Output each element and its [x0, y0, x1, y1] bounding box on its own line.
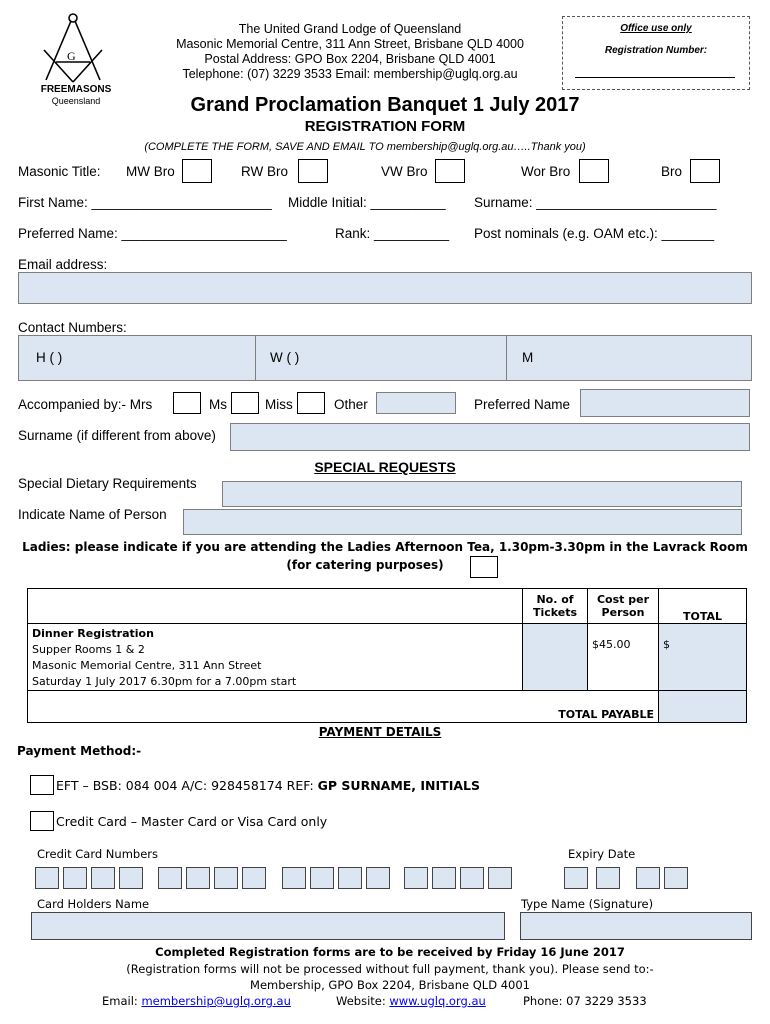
- expiry-label: Expiry Date: [568, 847, 636, 861]
- expiry-digit-box[interactable]: [664, 867, 688, 889]
- card-digit-box[interactable]: [63, 867, 87, 889]
- rw-bro-checkbox[interactable]: [298, 159, 328, 183]
- dinner-item-cell: [28, 624, 523, 691]
- expiry-digit-box[interactable]: [564, 867, 588, 889]
- option-vw-bro-label: VW Bro: [381, 164, 428, 179]
- special-requests-heading: SPECIAL REQUESTS: [314, 459, 456, 475]
- dinner-item-line: Saturday 1 July 2017 6.30pm for a 7.00pm start: [32, 675, 297, 688]
- other-input[interactable]: [376, 392, 456, 414]
- option-rw-bro-label: RW Bro: [241, 164, 289, 179]
- ms-checkbox[interactable]: [231, 392, 259, 414]
- total-payable-label: TOTAL PAYABLE: [523, 691, 659, 723]
- square-compass-icon: [36, 10, 126, 90]
- option-mw-bro-label: MW Bro: [126, 164, 175, 179]
- total-input[interactable]: $: [659, 624, 747, 691]
- total-payable-input[interactable]: [659, 691, 747, 723]
- office-use-title: Office use only: [620, 23, 692, 34]
- miss-label: Miss: [265, 397, 293, 412]
- footer-website-link[interactable]: www.uglq.org.au: [389, 994, 486, 1008]
- masonic-title-label: Masonic Title:: [18, 164, 101, 179]
- office-use-box: [562, 16, 750, 90]
- registration-number-line[interactable]: [575, 77, 735, 78]
- logo-text-queensland: Queensland: [51, 96, 101, 106]
- ladies-tea-checkbox[interactable]: [470, 556, 498, 578]
- footer-note: (Registration forms will not be processed without full payment, thank you). Please send to:-: [126, 962, 654, 976]
- dietary-person-label: Indicate Name of Person: [18, 507, 167, 522]
- work-phone-input[interactable]: W ( ): [270, 350, 300, 365]
- footer-phone: Phone: 07 3229 3533: [523, 994, 647, 1008]
- org-address: Masonic Memorial Centre, 311 Ann Street, Brisbane QLD 4000: [176, 37, 524, 51]
- logo-text-freemasons: FREEMASONS: [40, 84, 112, 95]
- card-digit-box[interactable]: [310, 867, 334, 889]
- partner-preferred-name-input[interactable]: [580, 389, 750, 417]
- registration-table: [27, 588, 747, 723]
- preferred-name-field[interactable]: Preferred Name: ______________________: [18, 226, 287, 241]
- credit-card-checkbox[interactable]: [30, 811, 54, 831]
- card-digit-box[interactable]: [460, 867, 484, 889]
- option-wor-bro-label: Wor Bro: [521, 164, 571, 179]
- ladies-tea-catering: (for catering purposes): [286, 558, 444, 572]
- registration-number-label: Registration Number:: [604, 45, 708, 56]
- footer-email-link[interactable]: membership@uglq.org.au: [141, 994, 291, 1008]
- page-title: Grand Proclamation Banquet 1 July 2017: [190, 94, 580, 116]
- col-total-header: TOTAL: [659, 589, 747, 624]
- miss-checkbox[interactable]: [297, 392, 325, 414]
- dietary-input[interactable]: [222, 481, 742, 507]
- org-name: The United Grand Lodge of Queensland: [238, 22, 462, 36]
- card-digit-box[interactable]: [488, 867, 512, 889]
- card-holder-input[interactable]: [31, 912, 505, 940]
- dinner-item-line: Masonic Memorial Centre, 311 Ann Street: [32, 659, 262, 672]
- contact-numbers-group: [18, 335, 752, 381]
- org-postal: Postal Address: GPO Box 2204, Brisbane QLD 4001: [204, 52, 496, 66]
- accompanied-by-label: Accompanied by:- Mrs: [18, 397, 153, 412]
- card-digit-box[interactable]: [35, 867, 59, 889]
- org-header: [150, 22, 550, 82]
- middle-initial-field[interactable]: Middle Initial: __________: [288, 195, 446, 210]
- dinner-item-line: Supper Rooms 1 & 2: [32, 643, 145, 656]
- cost-per-person: $45.00: [588, 624, 659, 691]
- card-digit-box[interactable]: [119, 867, 143, 889]
- vw-bro-checkbox[interactable]: [435, 159, 465, 183]
- card-digit-box[interactable]: [91, 867, 115, 889]
- tickets-input[interactable]: [523, 624, 588, 691]
- eft-reference: GP SURNAME, INITIALS: [317, 778, 480, 793]
- card-digit-box[interactable]: [432, 867, 456, 889]
- footer-deadline: Completed Registration forms are to be received by Friday 16 June 2017: [155, 945, 625, 959]
- payment-details-heading: PAYMENT DETAILS: [318, 725, 442, 739]
- eft-option-label: EFT – BSB: 084 004 A/C: 928458174 REF: GP SURNAME, INITIALS: [56, 778, 480, 793]
- partner-surname-label: Surname (if different from above): [18, 428, 216, 443]
- mw-bro-checkbox[interactable]: [182, 159, 212, 183]
- footer-email: Email: membership@uglq.org.au: [102, 994, 291, 1008]
- col-cost-header: Cost per Person: [588, 589, 659, 624]
- form-subtitle: REGISTRATION FORM: [304, 118, 466, 135]
- card-digit-box[interactable]: [186, 867, 210, 889]
- expiry-digit-box[interactable]: [596, 867, 620, 889]
- card-digit-box[interactable]: [366, 867, 390, 889]
- dinner-item-title: Dinner Registration: [32, 627, 154, 640]
- ms-label: Ms: [209, 397, 227, 412]
- other-label: Other: [334, 397, 368, 412]
- mrs-checkbox[interactable]: [173, 392, 201, 414]
- eft-checkbox[interactable]: [30, 775, 54, 795]
- dietary-person-input[interactable]: [183, 509, 742, 535]
- post-nominals-field[interactable]: Post nominals (e.g. OAM etc.): _______: [474, 226, 715, 241]
- ladies-tea-notice: Ladies: please indicate if you are attending the Ladies Afternoon Tea, 1.30pm-3.30pm in the Lavrack Room: [22, 540, 748, 554]
- signature-input[interactable]: [520, 912, 752, 940]
- card-digit-box[interactable]: [282, 867, 306, 889]
- signature-label: Type Name (Signature): [521, 897, 654, 911]
- contact-numbers-label: Contact Numbers:: [18, 320, 127, 335]
- dietary-label: Special Dietary Requirements: [18, 476, 197, 491]
- payment-method-label: Payment Method:-: [17, 744, 142, 758]
- footer-postal: Membership, GPO Box 2204, Brisbane QLD 4001: [250, 978, 530, 992]
- card-digit-box[interactable]: [158, 867, 182, 889]
- expiry-digit-box[interactable]: [636, 867, 660, 889]
- surname-field[interactable]: Surname: ________________________: [474, 195, 717, 210]
- footer-website: Website: www.uglq.org.au: [336, 994, 486, 1008]
- email-label: Email address:: [18, 257, 108, 272]
- partner-preferred-name-label: Preferred Name: [474, 397, 571, 412]
- wor-bro-checkbox[interactable]: [579, 159, 609, 183]
- card-digit-box[interactable]: [214, 867, 238, 889]
- form-instruction: (COMPLETE THE FORM, SAVE AND EMAIL TO membership@uglq.org.au…..Thank you): [144, 141, 586, 153]
- card-holder-label: Card Holders Name: [37, 897, 150, 911]
- card-digit-box[interactable]: [404, 867, 428, 889]
- card-numbers-label: Credit Card Numbers: [37, 847, 158, 861]
- first-name-field[interactable]: First Name: ________________________: [18, 195, 272, 210]
- org-contact: Telephone: (07) 3229 3533 Email: membership@uglq.org.au: [182, 67, 518, 81]
- credit-card-option-label: Credit Card – Master Card or Visa Card only: [56, 814, 328, 829]
- card-digit-box[interactable]: [338, 867, 362, 889]
- partner-surname-input[interactable]: [230, 423, 750, 451]
- email-input[interactable]: [18, 272, 752, 304]
- home-phone-input[interactable]: H ( ): [36, 350, 63, 365]
- rank-field[interactable]: Rank: __________: [335, 226, 450, 241]
- card-digit-box[interactable]: [242, 867, 266, 889]
- bro-checkbox[interactable]: [690, 159, 720, 183]
- col-tickets-header: No. of Tickets: [523, 589, 588, 624]
- mobile-phone-input[interactable]: M: [522, 350, 534, 365]
- svg-text:G: G: [67, 49, 76, 63]
- option-bro-label: Bro: [661, 164, 683, 179]
